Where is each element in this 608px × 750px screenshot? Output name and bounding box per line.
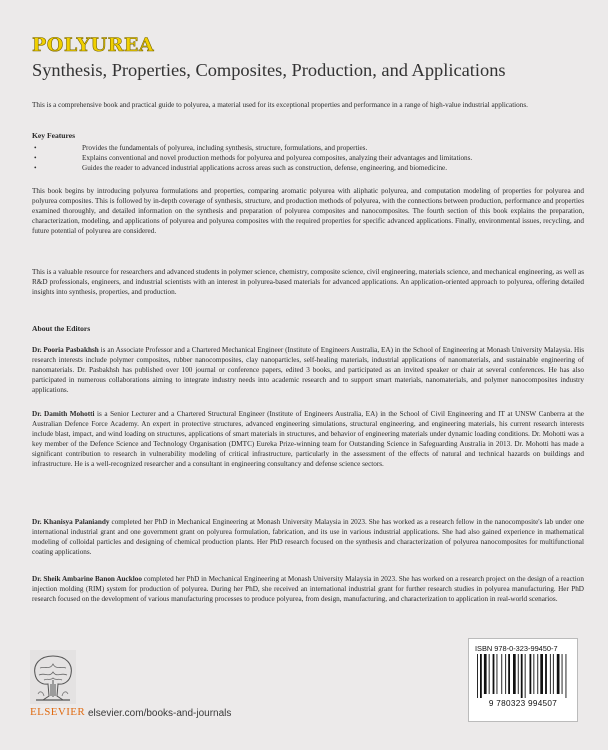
intro-paragraph: This is a comprehensive book and practical guide to polyurea, a material used for its exceptional properties and performance in a range of high-value industrial applications. bbox=[32, 101, 528, 109]
list-item bbox=[32, 143, 584, 153]
publisher-name: ELSEVIER bbox=[30, 706, 86, 718]
elsevier-tree-icon bbox=[30, 650, 76, 709]
barcode-digits: 9 780323 994507 bbox=[488, 699, 558, 708]
key-feature-text: Provides the fundamentals of polyurea, including synthesis, structure, formulations, and properties. bbox=[82, 144, 368, 152]
editor-bio bbox=[32, 345, 584, 395]
bullet-icon: • bbox=[34, 144, 37, 152]
book-subtitle: Synthesis, Properties, Composites, Production, and Applications bbox=[32, 60, 506, 80]
editor-bio bbox=[32, 409, 584, 469]
list-item bbox=[32, 163, 584, 173]
list-item bbox=[32, 153, 584, 163]
description-paragraph: This book begins by introducing polyurea formulations and properties, comparing aromatic polyurea with aliphatic polyurea, and computation modeling of properties for polyurea and polyurea composites. This is followed by in-depth coverage of synthesis, structure, and production methods of polyurea, with the connections between production, performance and properties examined thoroughly, and detailed information on the synthesis and preparation of polyurea composites and nanocomposites. The fourth section of this book explains the preparation, characterization, modeling, and applications of polyurea and polyurea composites with the required properties for specific advanced applications. Finally, environmental issues, recycling, and future potential of polyurea are considered. bbox=[32, 187, 584, 235]
editor-bio-text: is a Senior Lecturer and a Chartered Structural Engineer (Institute of Engineers Australia, EA) in the School of Civil Engineering and IT at UNSW Canberra at the Australian Defence Force Academy. An expert in protective structures, advanced engineering simulations, structural engineering, and engineering materials, his current research interests include blast, impact, and wind loading on structures, applications of smart materials in structures, and behavior of engineering materials under dynamic loading conditions. Dr. Mohotti was a key member of the Defence Science and Technology Organisation (DMTC) Eureka Prize-winning team for Outstanding Science in Safeguarding Australia in 2013. Dr. Mohotti has made a significant contribution to research in vulnerability modeling of critical infrastructure, particularly in the assessment of the effects of natural and technical hazards on buildings and infrastructure. He is a well-recognized researcher and a consultant in engineering consultancy and defense science sectors. bbox=[32, 410, 584, 468]
editor-name: Dr. Damith Mohotti bbox=[32, 410, 95, 418]
audience-paragraph: This is a valuable resource for researchers and advanced students in polymer science, chemistry, composite science, civil engineering, materials science, and mechanical engineering, as well as R&D professionals, engineers, and industrial scientists with an interest in polyurea-based materials for advanced applications. An application-oriented approach to polyurea, offering detailed insights into synthesis, properties, and production. bbox=[32, 268, 584, 296]
key-features-list bbox=[32, 143, 584, 173]
editor-bio-text: completed her PhD in Mechanical Engineering at Monash University Malaysia in 2023. She has worked on a research project on the design of a reaction injection molding (RIM) system for production of polyurea. During her PhD, she received an international industrial grant for further research studies in polyurea manufacturing. Her PhD research focused on the development of various manufacturing processes to produce polyurea, from design, manufacturing, and characterization to application in real-world scenarios. bbox=[32, 575, 584, 603]
bullet-icon: • bbox=[34, 164, 37, 172]
key-features-heading: Key Features bbox=[32, 131, 76, 140]
isbn-label: ISBN 978-0-323-99450-7 bbox=[475, 644, 558, 653]
key-feature-text: Guides the reader to advanced industrial applications across areas such as construction, defense, engineering, and biomedicine. bbox=[82, 164, 448, 172]
editor-name: Dr. Khanisya Palaniandy bbox=[32, 518, 110, 526]
book-title: POLYUREA bbox=[32, 34, 155, 56]
editors-heading: About the Editors bbox=[32, 324, 91, 333]
editor-bio bbox=[32, 574, 584, 604]
publisher-website-link[interactable]: elsevier.com/books-and-journals bbox=[88, 708, 232, 719]
barcode-panel bbox=[468, 638, 578, 722]
bullet-icon: • bbox=[34, 154, 37, 162]
editor-bio-text: completed her PhD in Mechanical Engineering at Monash University Malaysia in 2023. She has worked as a research fellow in the nanocomposite's lab under one international industrial grant and one government grant on polyurea formulation, fabrication, and its use in various industrial applications. She had also gained experience in mathematical modeling of colloidal particles and designing of chemical production plants. Her PhD research focused on the synthesis and characterization of polyurea nanocomposites for multifunctional coating applications. bbox=[32, 518, 584, 556]
key-feature-text: Explains conventional and novel production methods for polyurea and polyurea composites, analyzing their advantages and limitations. bbox=[82, 154, 473, 162]
editor-bio bbox=[32, 517, 584, 557]
barcode-icon bbox=[475, 654, 571, 698]
editor-bio-text: is an Associate Professor and a Chartered Mechanical Engineer (Institute of Engineers Australia, EA) in the School of Engineering at Monash University Malaysia. His research interests include polymer composites, rubber nanocomposites, clay nanoparticles, self-healing materials, industrial applications of nanomaterials, and sustainable engineering of nanomaterials. Dr. Pasbakhsh has published over 100 journal or conference papers, edited 3 books, and participated as an invited speaker or chair at several conferences. He has also participated in numerous collaborations aiming to integrate industry needs into academic research and to support smart materials, nanomaterials, and polymer nanocomposites industry applications. bbox=[32, 346, 584, 394]
editor-name: Dr. Pooria Pasbakhsh bbox=[32, 346, 99, 354]
editor-name: Dr. Sheik Ambarine Banon Auckloo bbox=[32, 575, 142, 583]
